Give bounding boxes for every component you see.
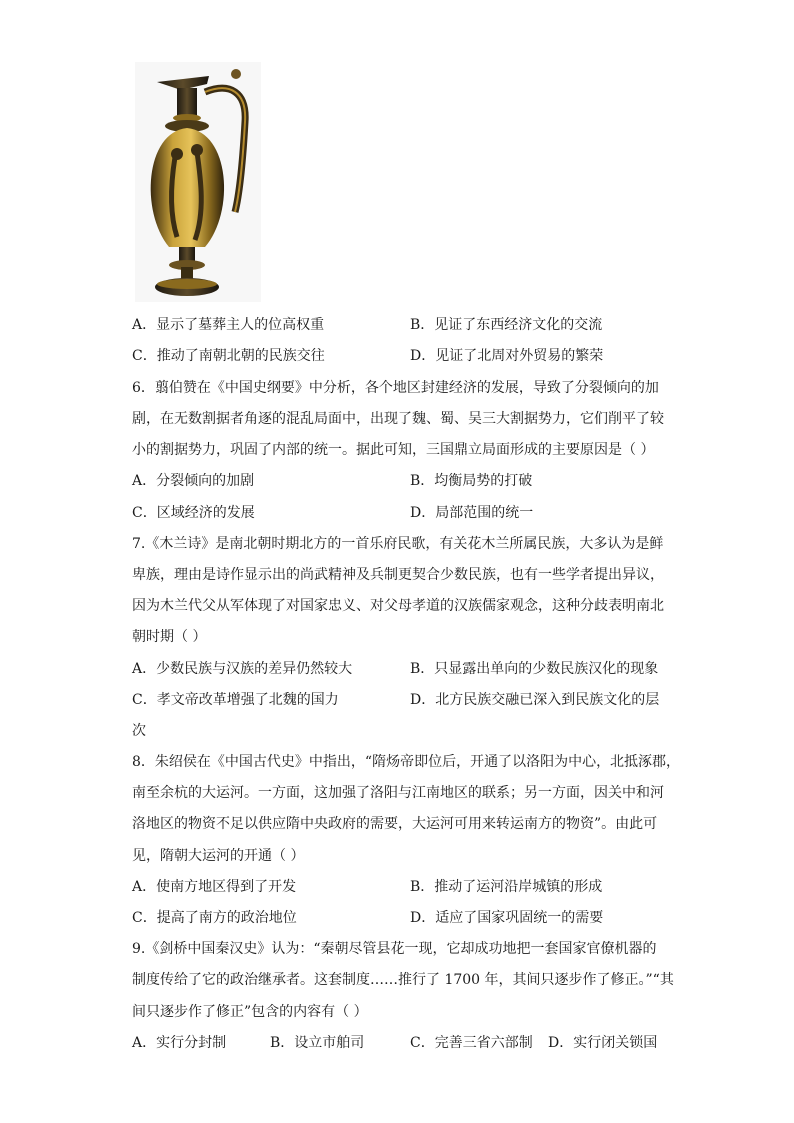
q7-option-d: D．北方民族交融已深入到民族文化的层 — [410, 692, 660, 708]
q8-stem-line-4: 见，隋朝大运河的开通（ ） — [132, 848, 305, 864]
q9-stem-line-1: 9.《剑桥中国秦汉史》认为：“秦朝尽管县花一现，它却成功地把一套国家官僚机器的 — [132, 941, 657, 957]
q9-stem-line-2: 制度传给了它的政治继承者。这套制度……推行了 1700 年，其间只逐步作了修正。”“其 — [132, 972, 674, 988]
q8-option-a: A．使南方地区得到了开发 — [132, 879, 297, 895]
ewer-illustration — [135, 62, 261, 302]
q7-stem-line-3: 因为木兰代父从军体现了对国家忠义、对父母孝道的汉族儒家观念，这种分歧表明南北 — [132, 598, 664, 614]
q7-option-d-continued: 次 — [132, 723, 146, 739]
q6-option-d: D．局部范围的统一 — [410, 505, 534, 521]
q9-option-d: D．实行闭关锁国 — [548, 1035, 658, 1051]
q7-option-c: C．孝文帝改革增强了北魏的国力 — [132, 692, 339, 708]
q8-option-c: C．提高了南方的政治地位 — [132, 910, 297, 926]
q8-stem-line-2: 南至余杭的大运河。一方面，这加强了洛阳与江南地区的联系；另一方面，因关中和河 — [132, 785, 664, 801]
q9-option-a: A．实行分封制 — [132, 1035, 227, 1051]
q7-option-a: A．少数民族与汉族的差异仍然较大 — [132, 661, 353, 677]
q5-option-d: D．见证了北周对外贸易的繁荣 — [410, 348, 604, 364]
q6-stem-line-1: 6．翦伯赞在《中国史纲要》中分析，各个地区封建经济的发展，导致了分裂倾向的加 — [132, 380, 659, 396]
q9-option-c: C．完善三省六部制 — [410, 1035, 533, 1051]
q8-option-d: D．适应了国家巩固统一的需要 — [410, 910, 604, 926]
q6-stem-line-2: 剧，在无数割据者角逐的混乱局面中，出现了魏、蜀、吴三大割据势力，它们削平了较 — [132, 411, 664, 427]
q6-option-b: B．均衡局势的打破 — [410, 473, 533, 489]
q5-option-a: A．显示了墓葬主人的位高权重 — [132, 317, 325, 333]
q7-stem-line-1: 7.《木兰诗》是南北朝时期北方的一首乐府民歌，有关花木兰所属民族，大多认为是鲜 — [132, 536, 664, 552]
q6-stem-line-3: 小的割据势力，巩固了内部的统一。据此可知，三国鼎立局面形成的主要原因是（ ） — [132, 442, 655, 458]
q8-stem-line-1: 8．朱绍侯在《中国古代史》中指出，“隋炀帝即位后，开通了以洛阳为中心，北抵涿郡， — [132, 754, 681, 770]
q6-option-a: A．分裂倾向的加剧 — [132, 473, 255, 489]
q7-stem-line-2: 卑族，理由是诗作显示出的尚武精神及兵制更契合少数民族，也有一些学者提出异议， — [132, 567, 664, 583]
q8-option-b: B．推动了运河沿岸城镇的形成 — [410, 879, 603, 895]
q7-option-b: B．只显露出单向的少数民族汉化的现象 — [410, 661, 659, 677]
q5-option-c: C．推动了南朝北朝的民族交往 — [132, 348, 325, 364]
q6-option-c: C．区域经济的发展 — [132, 505, 255, 521]
gilded-ewer-image — [135, 62, 261, 302]
q9-option-b: B．设立市舶司 — [270, 1035, 365, 1051]
q9-stem-line-3: 间只逐步作了修正”包含的内容有（ ） — [132, 1004, 368, 1020]
q5-option-b: B．见证了东西经济文化的交流 — [410, 317, 603, 333]
q8-stem-line-3: 洛地区的物资不足以供应隋中央政府的需要，大运河可用来转运南方的物资”。由此可 — [132, 816, 658, 832]
q7-stem-line-4: 朝时期（ ） — [132, 629, 207, 645]
